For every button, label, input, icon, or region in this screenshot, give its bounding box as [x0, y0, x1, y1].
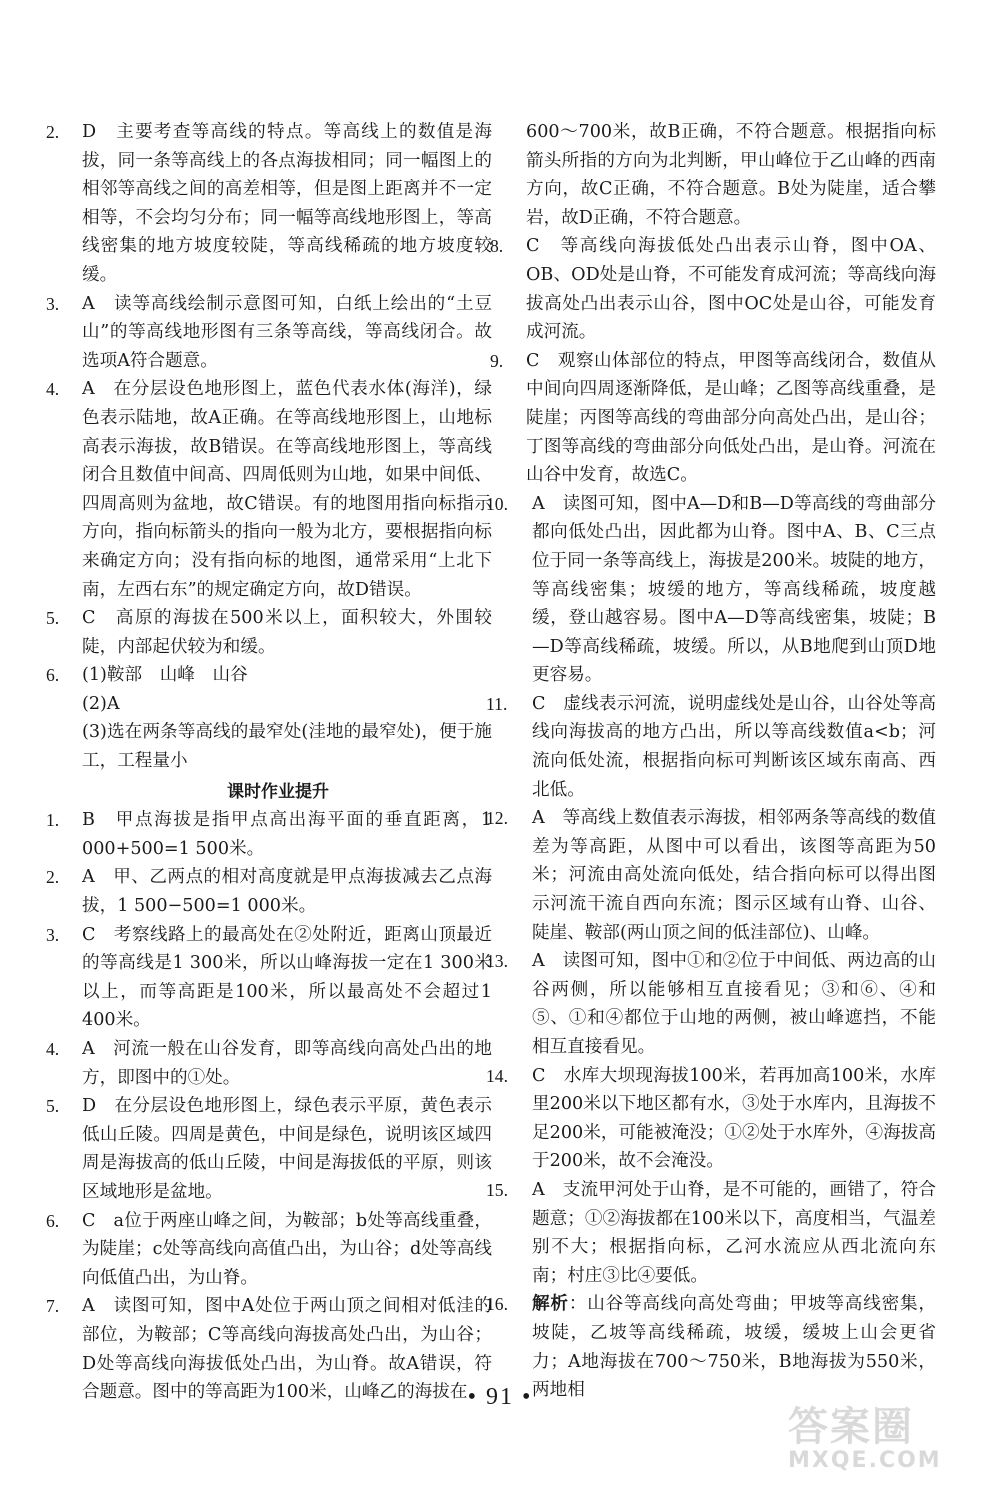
question-number: 14.	[486, 1065, 508, 1086]
answer-text: C 水库大坝现海拔100米，若再加高100米，水库里200米以下地区都有水，③处于水库内，且海拔不足200米，可能被淹没；①②处于水库外，④海拔高于200米，故不会淹没。	[532, 1065, 936, 1172]
answer-text: D 主要考查等高线的特点。等高线上的数值是海拔，同一条等高线上的各点海拔相同；同一幅图上的相邻等高线之间的高差相等，但是图上距离并不一定相等，不会均匀分布；同一幅等高线地形图上，等高线密集的地方坡度较陡，等高线稀疏的地方坡度较缓。	[82, 122, 492, 285]
answer-text: C 考察线路上的最高处在②处附近，距离山顶最近的等高线是1 300米，所以山峰海拔一定在1 300米以上，而等高距是100米，所以最高处不会超过1 400米。	[82, 924, 492, 1031]
question-number: 3.	[46, 924, 60, 945]
question-number: 6.	[46, 665, 60, 686]
question-number: 5.	[46, 608, 60, 629]
analysis-label: 解析	[532, 1294, 569, 1315]
answer-subpart-2: (2)A	[82, 693, 120, 714]
question-number: 4.	[46, 379, 60, 400]
answer-text: ：山谷等高线向高处弯曲；甲坡等高线密集，坡陡，乙坡等高线稀疏，坡缓，缓坡上山会更省力；A地海拔在700～750米，B地海拔为550米，两地相	[532, 1294, 936, 1401]
question-number: 5.	[46, 1096, 60, 1117]
practice-q13	[486, 947, 936, 1061]
question-number: 16.	[486, 1294, 508, 1315]
question-number: 7.	[46, 1296, 60, 1317]
answer-text: C 高原的海拔在500米以上，面积较大，外围较陡，内部起伏较为和缓。	[82, 608, 492, 657]
answer-text: A 读图可知，图中A—D和B—D等高线的弯曲部分都向低处凸出，因此都为山脊。图中A、B、C三点位于同一条等高线上，海拔是200米。坡陡的地方，等高线密集；坡缓的地方，等高线稀疏，坡度越缓，登山越容易。图中A—D等高线密集，坡陡；B—D等高线稀疏，坡缓。所以，从B地爬到山顶D地更容易。	[532, 493, 936, 686]
practice-q11	[486, 690, 936, 804]
answer-text: A 读等高线绘制示意图可知，白纸上绘出的“土豆山”的等高线地形图有三条等高线，等高线闭合。故选项A符合题意。	[82, 293, 492, 371]
question-number: 6.	[46, 1210, 60, 1231]
practice-q8	[490, 232, 936, 346]
answer-text: A 在分层设色地形图上，蓝色代表水体(海洋)，绿色表示陆地，故A正确。在等高线地形图上，山地标高表示海拔，故B错误。在等高线地形图上，等高线闭合且数值中间高、四周低则为山地，如果中间低、四周高则为盆地，故C错误。有的地图用指向标指示方向，指向标箭头的指向一般为北方，要根据指向标来确定方向；没有指向标的地图，通常采用“上北下南，左西右东”的规定确定方向，故D错误。	[82, 379, 492, 600]
answer-text: C 等高线向海拔低处凸出表示山脊，图中OA、OB、OD处是山脊，不可能发育成河流；等高线向海拔高处凸出表示山谷，图中OC处是山谷，可能发育成河流。	[526, 236, 936, 343]
question-number: 9.	[490, 350, 504, 371]
practice-q4	[46, 1035, 492, 1092]
practice-q9	[490, 347, 936, 490]
practice-q6	[46, 1207, 492, 1293]
answer-subpart-1: (1)鞍部 山峰 山谷	[82, 665, 248, 686]
answer-subpart-3: (3)选在两条等高线的最窄处(洼地的最窄处)，便于施工，工程量小	[82, 722, 492, 772]
practice-q3	[46, 921, 492, 1035]
practice-q10	[486, 490, 936, 690]
answer-text: A 读图可知，图中A处位于两山顶之间相对低洼的部位，为鞍部；C等高线向海拔高处凸出，为山谷；D处等高线向海拔低处凸出，为山脊。故A错误，符合题意。图中的等高距为100米，山峰乙的海拔在	[82, 1296, 492, 1403]
page-number: • 91 •	[467, 1384, 533, 1410]
question-number: 4.	[46, 1039, 60, 1059]
answer-text: D 在分层设色地形图上，绿色表示平原，黄色表示低山丘陵。四周是黄色，中间是绿色，说明该区域四周是海拔高的低山丘陵，中间是海拔低的平原，则该区域地形是盆地。	[82, 1096, 492, 1202]
question-number: 13.	[486, 951, 508, 972]
question-number: 12.	[486, 808, 508, 829]
answer-q6	[46, 661, 492, 775]
left-column	[46, 118, 492, 1407]
question-number: 15.	[486, 1179, 508, 1200]
answer-text: C a位于两座山峰之间，为鞍部；b处等高线重叠，为陡崖；c处等高线向高值凸出，为山谷；d处等高线向低值凸出，为山脊。	[82, 1210, 492, 1288]
question-number: 11.	[486, 693, 508, 714]
question-number: 2.	[46, 867, 60, 888]
watermark-logo	[788, 1406, 978, 1478]
answer-q4	[46, 375, 492, 604]
question-number: 1.	[46, 810, 60, 831]
practice-q15	[486, 1176, 936, 1290]
answer-q5	[46, 604, 492, 661]
section-title: 课时作业提升	[227, 781, 329, 802]
answer-text: A 读图可知，图中①和②位于中间低、两边高的山谷两侧，所以能够相互直接看见；③和⑥、④和⑤、①和④都位于山地的两侧，被山峰遮挡，不能相互直接看见。	[532, 951, 936, 1057]
answer-text: C 观察山体部位的特点，甲图等高线闭合，数值从中间向四周逐渐降低，是山峰；乙图等高线重叠，是陡崖；丙图等高线的弯曲部分向高处凸出，是山谷；丁图等高线的弯曲部分向低处凸出，是山脊。河流在山谷中发育，故选C。	[526, 350, 936, 486]
watermark-top: 答案圈	[788, 1404, 914, 1450]
answer-text: A 支流甲河处于山脊，是不可能的，画错了，符合题意；①②海拔都在100米以下，高度相当，气温差别不大；根据指向标，乙河水流应从西北流向东南；村庄③比④要低。	[532, 1179, 936, 1286]
answer-q2	[46, 118, 492, 290]
answer-text: C 虚线表示河流，说明虚线处是山谷，山谷处等高线向海拔高的地方凸出，所以等高线数值a<b；河流向低处流，根据指向标可判断该区域东南高、西北低。	[532, 693, 936, 800]
watermark-bottom: MXQE.COM	[788, 1448, 942, 1473]
answer-text: 600～700米，故B正确，不符合题意。根据指向标箭头所指的方向为北判断，甲山峰位于乙山峰的西南方向，故C正确，不符合题意。B处为陡崖，适合攀岩，故D正确，不符合题意。	[526, 122, 936, 228]
practice-q14	[486, 1062, 936, 1176]
practice-q12	[486, 804, 936, 947]
question-number: 3.	[46, 293, 60, 314]
question-number: 8.	[490, 236, 504, 257]
practice-q2	[46, 863, 492, 920]
question-number: 10.	[486, 493, 508, 514]
practice-q1	[46, 806, 492, 863]
answer-text: B 甲点海拔是指甲点高出海平面的垂直距离，1 000+500=1 500米。	[82, 810, 492, 859]
practice-q7-continued	[508, 118, 936, 232]
answer-text: A 甲、乙两点的相对高度就是甲点海拔减去乙点海拔，1 500−500=1 000米。	[82, 867, 492, 917]
question-number: 2.	[46, 122, 60, 142]
answer-q3	[46, 290, 492, 376]
answer-text: A 河流一般在山谷发育，即等高线向高处凸出的地方，即图中的①处。	[82, 1039, 492, 1088]
answer-text: A 等高线上数值表示海拔，相邻两条等高线的数值差为等高距，从图中可以看出，该图等高距为50米；河流由高处流向低处，结合指向标可以得出图示河流干流自西向东流；图示区域有山脊、山谷、陡崖、鞍部(两山顶之间的低洼部位)、山峰。	[532, 808, 936, 943]
practice-q5	[46, 1092, 492, 1206]
